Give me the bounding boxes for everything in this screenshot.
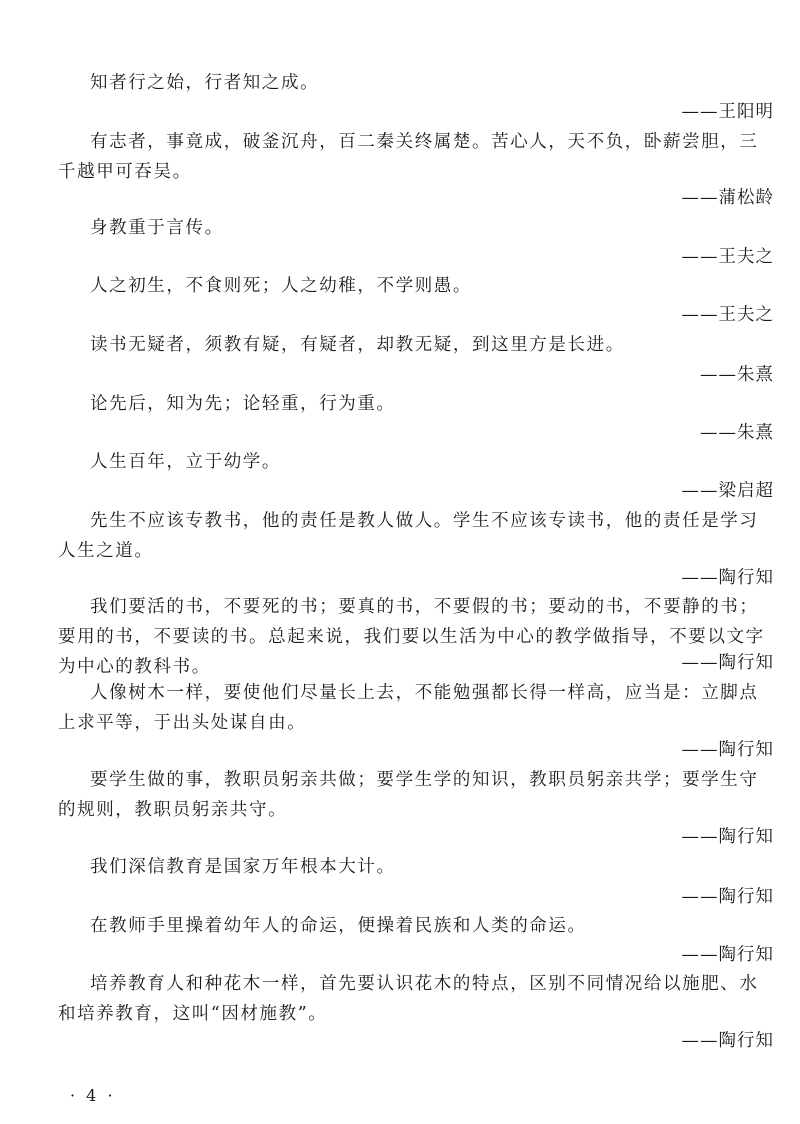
- quote-text: 人之初生，不食则死；人之幼稚，不学则愚。: [90, 276, 472, 296]
- quote-author: ——朱熹: [700, 423, 774, 443]
- quote-text: 读书无疑者，须教有疑，有疑者，却教无疑，到这里方是长进。: [90, 335, 625, 355]
- quote-author: ——陶行知: [681, 740, 774, 760]
- quote-author: ——陶行知: [681, 653, 774, 673]
- quote-author: ——陶行知: [681, 887, 774, 907]
- quote-author: ——陶行知: [681, 1031, 774, 1051]
- quote-text: 人像树木一样，要使他们尽量长上去，不能勉强都长得一样高，应当是：立脚点上求平等，于出头处谋自由。: [58, 683, 759, 733]
- quote-text: 有志者，事竟成，破釜沉舟，百二秦关终属楚。苦心人，天不负，卧薪尝胆，三千越甲可吞吴。: [58, 132, 759, 182]
- quote-text: 身教重于言传。: [90, 218, 224, 238]
- quote-author: ——陶行知: [681, 945, 774, 965]
- page-number: · 4 ·: [70, 1086, 116, 1105]
- quote-text: 先生不应该专教书，他的责任是教人做人。学生不应该专读书，他的责任是学习人生之道。: [58, 511, 759, 561]
- quote-text: 人生百年，立于幼学。: [90, 452, 281, 472]
- quote-author: ——陶行知: [681, 827, 774, 847]
- quote-text: 培养教育人和种花木一样，首先要认识花木的特点，区别不同情况给以施肥、水和培养教育，这叫“因材施教”。: [58, 974, 759, 1024]
- quote-author: ——蒲松龄: [681, 188, 774, 208]
- quote-author: ——梁启超: [681, 481, 774, 501]
- quote-author: ——王阳明: [681, 102, 774, 122]
- quote-author: ——朱熹: [700, 365, 774, 385]
- quote-text: 要学生做的事，教职员躬亲共做；要学生学的知识，教职员躬亲共学；要学生守的规则，教职员躬亲共守。: [58, 770, 759, 820]
- quote-author: ——王夫之: [681, 305, 774, 325]
- quote-text: 我们深信教育是国家万年根本大计。: [90, 857, 396, 877]
- quote-text: 论先后，知为先；论轻重，行为重。: [90, 394, 396, 414]
- quote-author: ——陶行知: [681, 568, 774, 588]
- quote-text: 在教师手里操着幼年人的命运，便操着民族和人类的命运。: [90, 916, 587, 936]
- quote-text: 知者行之始，行者知之成。: [90, 73, 320, 93]
- quote-author: ——王夫之: [681, 247, 774, 267]
- quote-text: 我们要活的书，不要死的书；要真的书，不要假的书；要动的书，不要静的书；要用的书，不要读的书。总起来说，我们要以生活为中心的教学做指导，不要以文字为中心的教科书。: [58, 597, 765, 677]
